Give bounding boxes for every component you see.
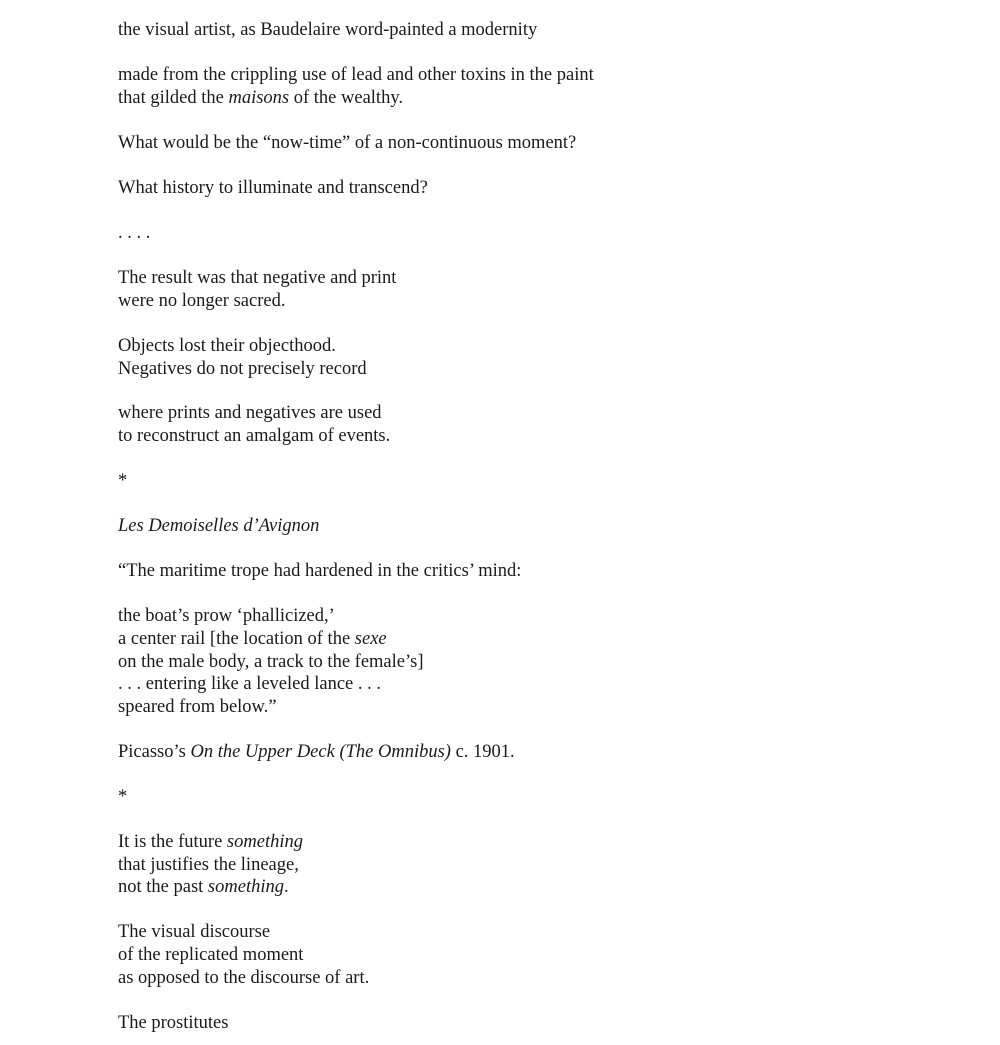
text-run: as opposed to the discourse of art. bbox=[118, 968, 370, 988]
text-run: . . . entering like a leveled lance . . . bbox=[118, 674, 382, 694]
text-line bbox=[118, 876, 289, 898]
italic-text-run: On the Upper Deck (The Omnibus) bbox=[190, 742, 451, 762]
text-line bbox=[118, 19, 537, 41]
text-run: were no longer sacred. bbox=[118, 291, 286, 311]
text-run: that gilded the bbox=[118, 88, 229, 108]
text-run: speared from below.” bbox=[118, 697, 277, 717]
text-run: a center rail [the location of the bbox=[118, 629, 355, 649]
text-line bbox=[118, 64, 594, 86]
text-line bbox=[118, 358, 367, 380]
text-run: of the replicated moment bbox=[118, 945, 304, 965]
text-run: Picasso’s bbox=[118, 742, 191, 762]
text-line bbox=[118, 741, 515, 763]
text-line bbox=[118, 831, 303, 853]
text-run: What history to illuminate and transcend? bbox=[118, 178, 428, 198]
text-line bbox=[118, 854, 299, 876]
italic-text-run: something bbox=[207, 877, 284, 897]
text-run: that justifies the lineage, bbox=[118, 855, 299, 875]
text-line bbox=[118, 560, 521, 582]
text-line bbox=[118, 402, 382, 424]
text-run: Objects lost their objecthood. bbox=[118, 336, 336, 356]
text-run: on the male body, a track to the female’s] bbox=[118, 652, 424, 672]
text-line bbox=[118, 628, 387, 650]
italic-text-run: something bbox=[226, 832, 303, 852]
text-line bbox=[118, 1012, 228, 1034]
text-run: . . . . bbox=[118, 223, 151, 243]
text-line bbox=[118, 87, 403, 109]
text-run: made from the crippling use of lead and other toxins in the paint bbox=[118, 65, 594, 85]
text-line bbox=[118, 921, 270, 943]
text-line bbox=[118, 335, 336, 357]
text-line bbox=[118, 944, 303, 966]
text-run: to reconstruct an amalgam of events. bbox=[118, 426, 391, 446]
text-run: The result was that negative and print bbox=[118, 268, 397, 288]
text-line bbox=[118, 290, 285, 312]
text-line bbox=[118, 696, 277, 718]
text-run: * bbox=[118, 471, 128, 491]
section-asterisk bbox=[118, 470, 127, 492]
text-run: the boat’s prow ‘phallicized,’ bbox=[118, 606, 335, 626]
text-run: The prostitutes bbox=[118, 1013, 229, 1033]
text-run: * bbox=[118, 787, 128, 807]
section-title bbox=[118, 515, 319, 537]
text-run: the visual artist, as Baudelaire word-painted a modernity bbox=[118, 20, 538, 40]
section-dots bbox=[118, 222, 150, 244]
text-run: . bbox=[283, 877, 289, 897]
text-run: not the past bbox=[118, 877, 208, 897]
text-run: Negatives do not precisely record bbox=[118, 359, 367, 379]
text-run: It is the future bbox=[118, 832, 227, 852]
text-run: The visual discourse bbox=[118, 922, 271, 942]
text-run: where prints and negatives are used bbox=[118, 403, 382, 423]
text-run: c. 1901. bbox=[450, 742, 515, 762]
italic-text-run: Les Demoiselles d’Avignon bbox=[118, 516, 320, 536]
text-line bbox=[118, 967, 369, 989]
section-asterisk bbox=[118, 786, 127, 808]
text-line bbox=[118, 605, 335, 627]
text-run: What would be the “now-time” of a non-continuous moment? bbox=[118, 133, 577, 153]
text-run: of the wealthy. bbox=[289, 88, 403, 108]
text-line bbox=[118, 425, 390, 447]
text-line bbox=[118, 267, 396, 289]
text-line bbox=[118, 177, 428, 199]
italic-text-run: sexe bbox=[354, 629, 387, 649]
text-line bbox=[118, 651, 423, 673]
italic-text-run: maisons bbox=[228, 88, 290, 108]
text-line bbox=[118, 673, 381, 695]
text-run: “The maritime trope had hardened in the critics’ mind: bbox=[118, 561, 522, 581]
text-line bbox=[118, 132, 576, 154]
